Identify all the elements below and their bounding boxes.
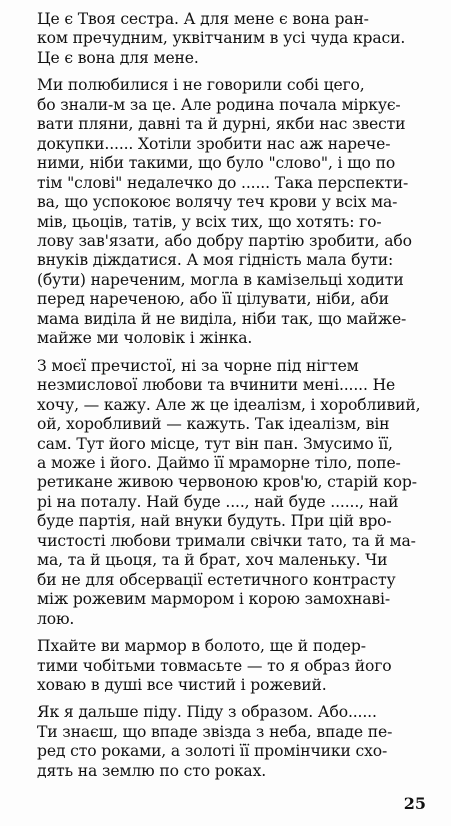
text-line: ретикане живою червоною кров'ю, старій кор- xyxy=(37,473,417,492)
text-line: (бути) нареченим, могла в камізельці ходити xyxy=(37,270,404,289)
text-line: бо знали-м за це. Але родина почала міркує- xyxy=(37,95,401,114)
text-line: би не для обсервації естетичного контрасту xyxy=(37,570,396,589)
text-line: лою. xyxy=(37,609,75,628)
paragraph xyxy=(37,10,432,68)
text-line: а може і його. Даймо її мраморне тіло, попе- xyxy=(37,453,401,472)
text-line: між рожевим мармором і корою замохнаві- xyxy=(37,590,390,609)
text-line: ховаю в душі все чистий і рожевий. xyxy=(37,675,327,694)
paragraph xyxy=(37,637,432,695)
text-line: лову зав'язати, або добру партію зробити, або xyxy=(37,231,412,250)
text-line: ва, що успокоює волячу теч крови у всіх ма- xyxy=(37,193,398,212)
paragraph xyxy=(37,76,432,348)
text-line: рі на поталу. Най буде ...., най буде ......, най xyxy=(37,492,399,511)
text-line: мама виділа й не виділа, ніби так, що майже- xyxy=(37,309,407,328)
text-line: чистості любови тримали свічки тато, та й ма- xyxy=(37,531,416,550)
text-line: хочу, — кажу. Але ж це ідеалізм, і хоробливий, xyxy=(37,395,421,414)
page-number: 25 xyxy=(403,794,426,813)
paragraph xyxy=(37,357,432,629)
text-line: вати пляни, давні та й дурні, якби нас звести xyxy=(37,115,406,134)
text-line: дять на землю по сто роках. xyxy=(37,761,267,780)
text-line: незмислової любови та вчинити мені...... Не xyxy=(37,376,396,395)
text-line: тими чобітьми товмасьте — то я образ його xyxy=(37,656,392,675)
text-line: ма, та й цьоця, та й брат, хоч маленьку. Чи xyxy=(37,551,388,570)
text-line: ними, ніби такими, що було "слово", і що по xyxy=(37,154,396,173)
text-line: ой, хоробливий — кажуть. Так ідеалізм, він xyxy=(37,415,390,434)
text-line: Це є вона для мене. xyxy=(37,48,199,67)
text-line: ред сто роками, а золоті її промінчики схо- xyxy=(37,742,388,761)
text-line: Це є Твоя сестра. А для мене є вона ран- xyxy=(37,10,369,28)
text-line: мів, цьоців, татів, у всіх тих, що хотять: го- xyxy=(37,212,382,231)
text-line: Ти знаєш, що впаде звізда з неба, впаде пе- xyxy=(37,722,393,741)
text-line: майже ми чоловік і жінка. xyxy=(37,329,253,348)
text-line: ком пречудним, уквітчаним в усі чуда краси. xyxy=(37,29,406,48)
text-line: З моєї пречистої, ні за чорне під нігтем xyxy=(37,356,359,375)
text-line: сам. Тут його місце, тут він пан. Змусимо її, xyxy=(37,434,393,453)
body-text xyxy=(37,10,432,789)
text-line: докупки...... Хотіли зробити нас аж нарече- xyxy=(37,134,391,153)
text-line: буде партія, най внуки будуть. При цій вро- xyxy=(37,512,392,531)
text-line: перед нареченою, або її цілувати, ніби, аби xyxy=(37,290,389,309)
text-line: Ми полюбилися і не говорили собі цего, xyxy=(37,76,365,95)
text-line: Як я дальше піду. Піду з образом. Або...... xyxy=(37,703,377,722)
text-line: Пхайте ви мармор в болото, ще й подер- xyxy=(37,637,366,656)
text-line: внуків діждатися. А моя гідність мала бути: xyxy=(37,251,394,270)
paragraph xyxy=(37,703,432,781)
text-line: тім "слові" недалечко до ...... Така перспекти- xyxy=(37,173,409,192)
